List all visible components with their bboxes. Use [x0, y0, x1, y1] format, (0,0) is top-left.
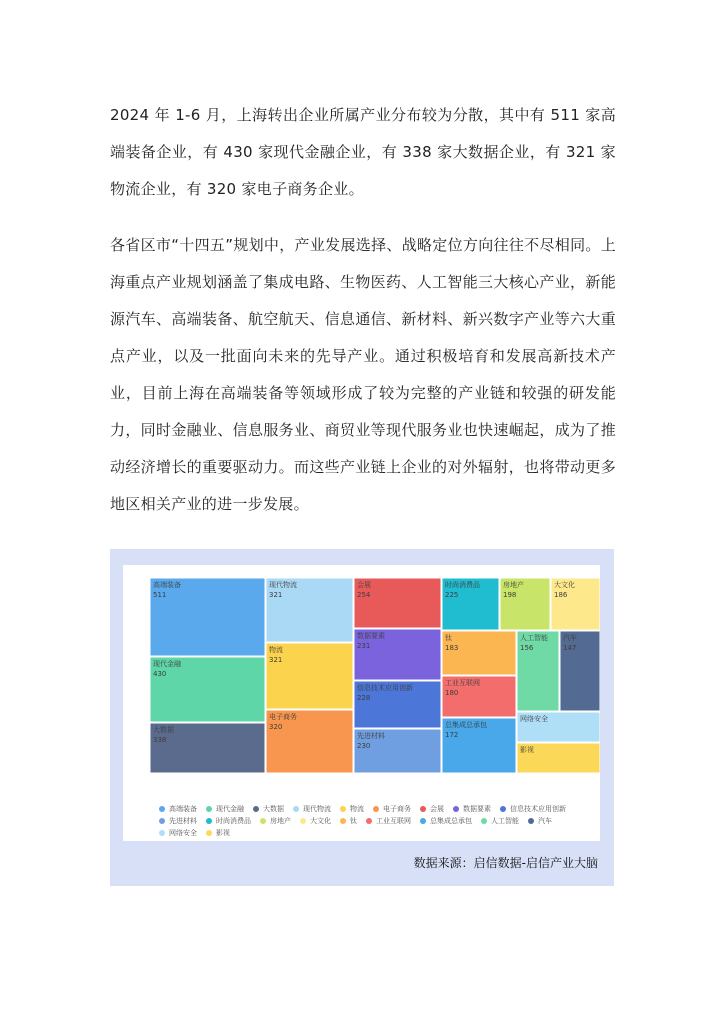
legend-label: 大文化 — [310, 817, 331, 825]
legend-dot-icon — [420, 806, 426, 812]
treemap-tile-value: 172 — [445, 731, 459, 739]
treemap-tile-label: 总集成总承包 — [445, 721, 487, 729]
treemap-tile[interactable] — [442, 718, 516, 773]
treemap-tile[interactable] — [150, 578, 265, 656]
figure-frame — [110, 549, 614, 886]
legend-item[interactable] — [300, 815, 331, 827]
treemap-tile[interactable] — [150, 657, 265, 722]
treemap-tile-value: 254 — [357, 591, 371, 599]
chart-legend — [159, 803, 589, 839]
legend-item[interactable] — [420, 815, 472, 827]
legend-dot-icon — [420, 818, 426, 824]
treemap-tile[interactable] — [354, 729, 441, 773]
legend-dot-icon — [159, 830, 165, 836]
treemap-tile[interactable] — [354, 681, 441, 728]
chart-panel — [123, 565, 600, 841]
treemap-tile[interactable] — [500, 578, 550, 630]
legend-item[interactable] — [340, 803, 364, 815]
treemap-tile-value: 156 — [520, 644, 534, 652]
legend-label: 物流 — [350, 805, 364, 813]
treemap-tile[interactable] — [442, 578, 499, 630]
treemap-tile[interactable] — [354, 578, 441, 628]
treemap-tile-label: 房地产 — [503, 581, 524, 589]
legend-label: 工业互联网 — [376, 817, 411, 825]
treemap-tile[interactable] — [266, 710, 353, 773]
treemap-tile-value: 231 — [357, 642, 371, 650]
legend-item[interactable] — [340, 815, 357, 827]
treemap-tile-label: 现代物流 — [269, 581, 297, 589]
treemap-tile-label: 物流 — [269, 646, 283, 654]
legend-item[interactable] — [453, 803, 491, 815]
treemap-tile-label: 网络安全 — [520, 715, 548, 723]
treemap-tile[interactable] — [517, 712, 600, 742]
legend-dot-icon — [366, 818, 372, 824]
legend-dot-icon — [340, 818, 346, 824]
legend-label: 汽车 — [538, 817, 552, 825]
legend-dot-icon — [300, 818, 306, 824]
treemap-tile-label: 会展 — [357, 581, 371, 589]
legend-dot-icon — [253, 806, 259, 812]
legend-item[interactable] — [253, 803, 284, 815]
treemap-tile[interactable] — [517, 743, 600, 773]
treemap-chart — [123, 565, 600, 801]
legend-item[interactable] — [159, 803, 197, 815]
treemap-tile-value: 338 — [153, 736, 167, 744]
treemap-tile[interactable] — [150, 723, 265, 773]
treemap-tile[interactable] — [266, 643, 353, 709]
legend-dot-icon — [206, 818, 212, 824]
treemap-tile-value: 183 — [445, 644, 459, 652]
treemap-tile-label: 先进材料 — [357, 732, 385, 740]
legend-dot-icon — [206, 830, 212, 836]
legend-label: 会展 — [430, 805, 444, 813]
legend-item[interactable] — [206, 803, 244, 815]
treemap-tile-value: 430 — [153, 670, 167, 678]
legend-label: 钛 — [350, 817, 357, 825]
legend-label: 总集成总承包 — [430, 817, 472, 825]
treemap-tile-label: 影视 — [520, 746, 534, 754]
treemap-tile-value: 228 — [357, 694, 371, 702]
treemap-tile-label: 数据要素 — [357, 632, 385, 640]
treemap-tile-label: 大文化 — [554, 581, 575, 589]
legend-label: 电子商务 — [383, 805, 411, 813]
treemap-tile-label: 电子商务 — [269, 713, 297, 721]
legend-label: 高端装备 — [169, 805, 197, 813]
treemap-tile[interactable] — [551, 578, 600, 630]
legend-label: 时尚消费品 — [216, 817, 251, 825]
legend-dot-icon — [481, 818, 487, 824]
treemap-tile-value: 198 — [503, 591, 517, 599]
legend-dot-icon — [293, 806, 299, 812]
legend-item[interactable] — [366, 815, 411, 827]
legend-label: 人工智能 — [491, 817, 519, 825]
legend-dot-icon — [260, 818, 266, 824]
treemap-tile-value: 147 — [563, 644, 577, 652]
legend-dot-icon — [373, 806, 379, 812]
treemap-tile-value: 186 — [554, 591, 568, 599]
legend-item[interactable] — [481, 815, 519, 827]
treemap-tile-value: 321 — [269, 591, 283, 599]
treemap-tile[interactable] — [442, 631, 516, 675]
treemap-tile-value: 230 — [357, 742, 371, 750]
legend-dot-icon — [453, 806, 459, 812]
treemap-tile[interactable] — [354, 629, 441, 680]
treemap-tile-label: 现代金融 — [153, 660, 181, 668]
legend-dot-icon — [528, 818, 534, 824]
legend-item[interactable] — [159, 827, 197, 839]
treemap-tile-value: 180 — [445, 689, 459, 697]
legend-item[interactable] — [420, 803, 444, 815]
data-source-note: 数据来源：启信数据-启信产业大脑 — [413, 856, 598, 870]
legend-label: 现代金融 — [216, 805, 244, 813]
treemap-tile[interactable] — [560, 631, 600, 711]
treemap-tile-label: 钛 — [445, 634, 452, 642]
treemap-tile-rect — [442, 631, 516, 675]
treemap-tile-label: 汽车 — [563, 634, 577, 642]
legend-item[interactable] — [260, 815, 291, 827]
treemap-tile[interactable] — [266, 578, 353, 642]
treemap-tile[interactable] — [517, 631, 559, 711]
treemap-tile-label: 工业互联网 — [445, 679, 480, 687]
treemap-tile-label: 时尚消费品 — [445, 581, 480, 589]
legend-dot-icon — [500, 806, 506, 812]
legend-item[interactable] — [159, 815, 197, 827]
treemap-tile-rect — [517, 631, 559, 711]
legend-dot-icon — [159, 818, 165, 824]
treemap-tile[interactable] — [442, 676, 516, 717]
treemap-tile-value: 511 — [153, 591, 167, 599]
legend-item[interactable] — [373, 803, 411, 815]
legend-item[interactable] — [206, 827, 230, 839]
legend-label: 现代物流 — [303, 805, 331, 813]
treemap-tile-label: 高端装备 — [153, 581, 181, 589]
treemap-tile-rect — [150, 578, 265, 656]
article-paragraph-2: 各省区市“十四五”规划中，产业发展选择、战略定位方向往往不尽相同。上海重点产业规划涵盖了集成电路、生物医药、人工智能三大核心产业，新能源汽车、高端装备、航空航天、信息通信、新材料、新兴数字产业等六大重点产业，以及一批面向未来的先导产业。通过积极培育和发展高新技术产业，目前上海在高端装备等领域形成了较为完整的产业链和较强的研发能力，同时金融业、信息服务业、商贸业等现代服务业也快速崛起，成为了推动经济增长的重要驱动力。而这些产业链上企业的对外辐射，也将带动更多地区相关产业的进一步发展。 — [110, 236, 616, 513]
legend-label: 信息技术应用创新 — [510, 805, 566, 813]
treemap-tile-value: 225 — [445, 591, 459, 599]
legend-item[interactable] — [293, 803, 331, 815]
treemap-tile-value: 320 — [269, 723, 283, 731]
legend-label: 大数据 — [263, 805, 284, 813]
legend-label: 先进材料 — [169, 817, 197, 825]
legend-item[interactable] — [528, 815, 552, 827]
legend-item[interactable] — [500, 803, 566, 815]
legend-label: 数据要素 — [463, 805, 491, 813]
treemap-tile-label: 大数据 — [153, 726, 174, 734]
article-paragraph-1: 2024 年 1-6 月，上海转出企业所属产业分布较为分散，其中有 511 家高端装备企业，有 430 家现代金融企业，有 338 家大数据企业，有 321 家物流企业，有 320 家电子商务企业。 — [110, 106, 616, 198]
legend-label: 影视 — [216, 829, 230, 837]
legend-dot-icon — [159, 806, 165, 812]
legend-item[interactable] — [206, 815, 251, 827]
treemap-tile-value: 321 — [269, 656, 283, 664]
treemap-tile-rect — [560, 631, 600, 711]
treemap-tile-label: 人工智能 — [520, 634, 548, 642]
legend-dot-icon — [340, 806, 346, 812]
legend-dot-icon — [206, 806, 212, 812]
legend-label: 网络安全 — [169, 829, 197, 837]
treemap-tile-label: 信息技术应用创新 — [357, 684, 413, 692]
legend-label: 房地产 — [270, 817, 291, 825]
